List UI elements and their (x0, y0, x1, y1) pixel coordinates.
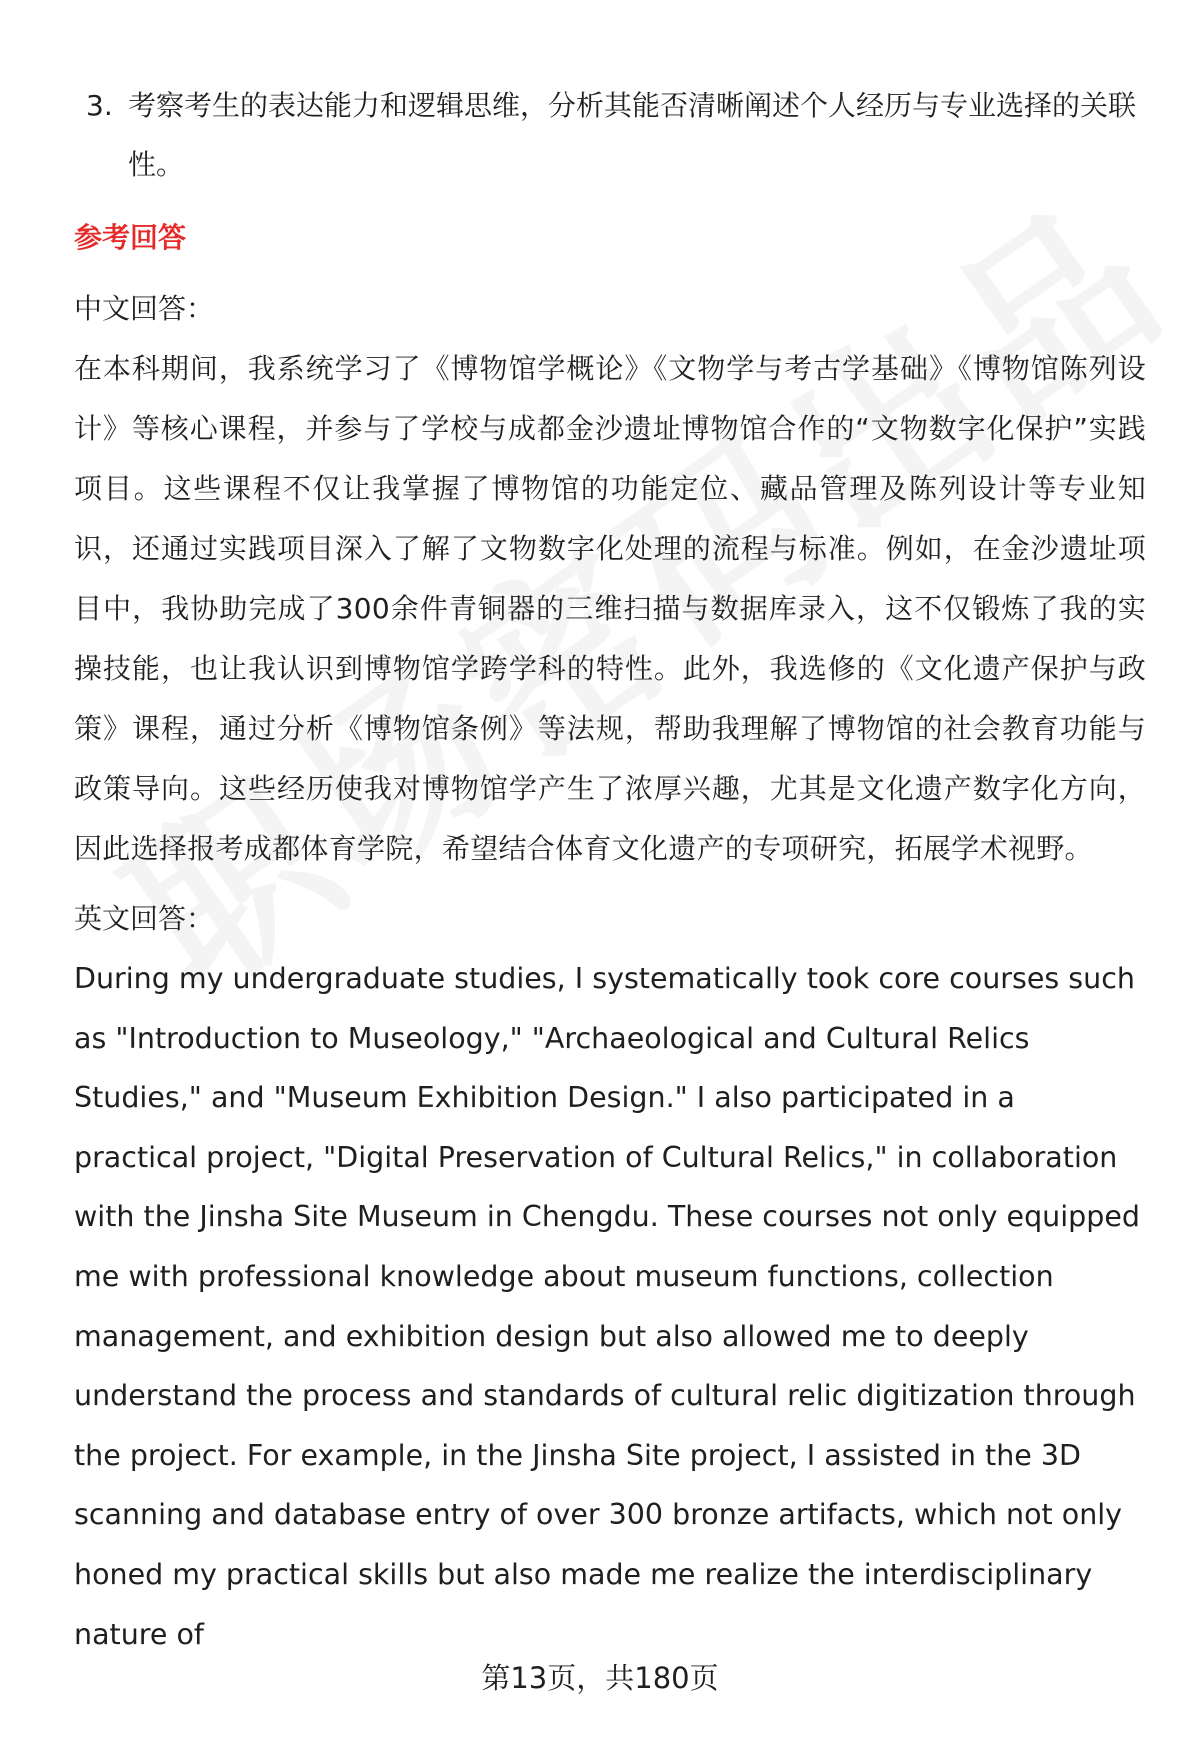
page-footer: 第13页，共180页 (481, 1661, 719, 1695)
chinese-answer-heading: 中文回答： (74, 292, 215, 325)
list-item-number: 3. (86, 89, 113, 122)
chinese-answer-body: 在本科期间，我系统学习了《博物馆学概论》《文物学与考古学基础》《博物馆陈列设计》等核心课程，并参与了学校与成都金沙遗址博物馆合作的“文物数字化保护”实践项目。这些课程不仅让我掌握了博物馆的功能定位、藏品管理及陈列设计等专业知识，还通过实践项目深入了解了文物数字化处理的流程与标准。例如，在金沙遗址项目中，我协助完成了300余件青铜器的三维扫描与数据库录入，这不仅锻炼了我的实操技能，也让我认识到博物馆学跨学科的特性。此外，我选修的《文化遗产保护与政策》课程，通过分析《博物馆条例》等法规，帮助我理解了博物馆的社会教育功能与政策导向。这些经历使我对博物馆学产生了浓厚兴趣，尤其是文化遗产数字化方向，因此选择报考成都体育学院，希望结合体育文化遗产的专项研究，拓展学术视野。 (74, 352, 1146, 865)
english-answer-heading: 英文回答： (74, 902, 215, 935)
english-answer-body: During my undergraduate studies, I systematically took core courses such as "Introduction to Museology," "Archaeological and Cultural Relics Studies," and "Museum Exhibition Design." I also participated in a practical project, "Digital Preservation of Cultural Relics," in collaboration with the Jinsha Site Museum in Chengdu. These courses not only equipped me with professional knowledge about museum functions, collection management, and exhibition design but also allowed me to deeply understand the process and standards of cultural relic digitization through the project. For example, in the Jinsha Site project, I assisted in the 3D scanning and database entry of over 300 bronze artifacts, which not only honed my practical skills but also made me realize the interdisciplinary nature of (74, 962, 1140, 1651)
page-content (74, 76, 1146, 1664)
list-item-text: 考察考生的表达能力和逻辑思维，分析其能否清晰阐述个人经历与专业选择的关联性。 (128, 89, 1137, 181)
reference-answer-heading: 参考回答 (74, 221, 187, 254)
list-item-3 (74, 76, 1146, 194)
